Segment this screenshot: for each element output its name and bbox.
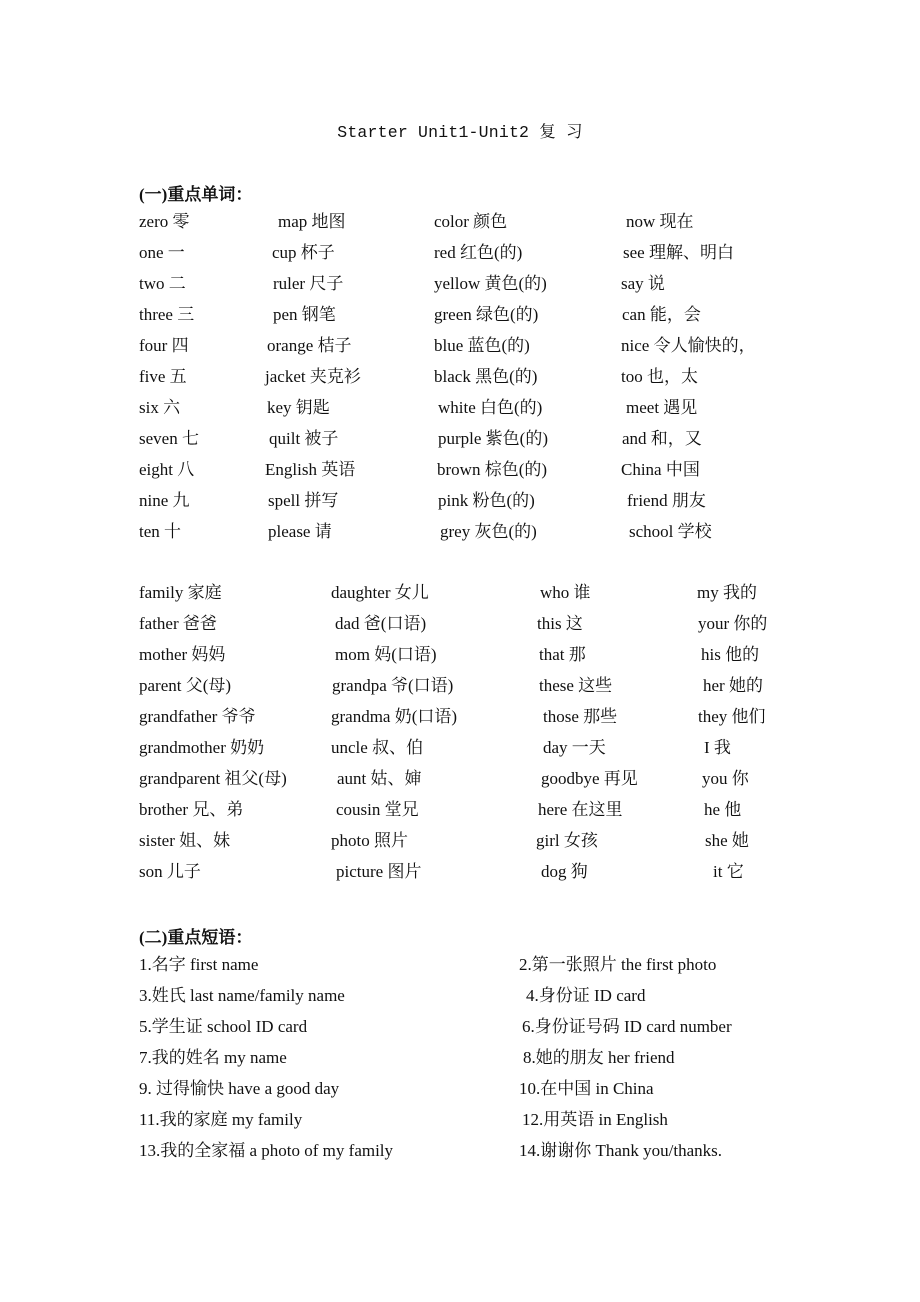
family-word-col3-item: who 谁: [540, 583, 591, 602]
phrase-item: 10.在中国 in China: [519, 1079, 654, 1098]
family-word-col1-item: father 爸爸: [139, 614, 217, 633]
family-word-col4-item: they 他们: [698, 707, 766, 726]
word-col4-item: too 也，太: [621, 367, 698, 386]
phrase-item: 1.名字 first name: [139, 955, 259, 974]
word-col4-item: nice 令人愉快的，: [621, 336, 756, 355]
word-col1-item: nine 九: [139, 491, 190, 510]
word-col2-item: map 地图: [278, 212, 346, 231]
family-word-col4-item: I 我: [704, 738, 731, 757]
family-word-col3-item: here 在这里: [538, 800, 623, 819]
word-col4-item: school 学校: [629, 522, 712, 541]
phrase-item: 5.学生证 school ID card: [139, 1017, 308, 1036]
family-word-col4-item: your 你的: [698, 614, 768, 633]
family-word-col2-item: aunt 姑、婶: [337, 769, 422, 788]
family-word-col4-item: you 你: [702, 769, 749, 788]
family-word-col4-item: she 她: [705, 831, 749, 850]
word-col2-item: spell 拼写: [268, 491, 339, 510]
word-col4-item: friend 朋友: [627, 491, 706, 510]
word-col2-item: orange 桔子: [267, 336, 352, 355]
phrase-item: 4.身份证 ID card: [526, 986, 646, 1005]
word-col2-item: key 钥匙: [267, 398, 330, 417]
family-word-col1-item: son 儿子: [139, 862, 201, 881]
family-word-col4-item: her 她的: [703, 676, 763, 695]
word-col1-item: four 四: [139, 336, 189, 355]
phrase-item: 8.她的朋友 her friend: [523, 1048, 675, 1067]
word-col4-item: say 说: [621, 274, 665, 293]
family-word-col3-item: those 那些: [543, 707, 618, 726]
word-col3-item: grey 灰色(的): [440, 522, 537, 541]
word-col1-item: eight 八: [139, 460, 195, 479]
page-title: Starter Unit1-Unit2 复 习: [337, 123, 583, 142]
family-word-col1-item: brother 兄、弟: [139, 800, 244, 819]
word-col1-item: ten 十: [139, 522, 182, 541]
word-col4-item: China 中国: [621, 460, 700, 479]
family-word-col2-item: daughter 女儿: [331, 583, 429, 602]
family-word-col4-item: his 他的: [701, 645, 760, 664]
section-heading-words: (一)重点单词：: [139, 185, 253, 204]
word-col3-item: red 红色(的): [434, 243, 523, 262]
word-col3-item: black 黑色(的): [434, 367, 538, 386]
section-heading-phrases: (二)重点短语：: [139, 928, 253, 947]
family-word-col2-item: dad 爸(口语): [335, 614, 427, 633]
family-word-col2-item: mom 妈(口语): [335, 645, 437, 664]
word-col3-item: green 绿色(的): [434, 305, 539, 324]
phrase-item: 11.我的家庭 my family: [139, 1110, 303, 1129]
family-word-col2-item: grandma 奶(口语): [331, 707, 458, 726]
family-word-col3-item: girl 女孩: [536, 831, 598, 850]
word-col2-item: cup 杯子: [272, 243, 335, 262]
family-word-col3-item: goodbye 再见: [541, 769, 638, 788]
word-col3-item: yellow 黄色(的): [434, 274, 547, 293]
family-word-col1-item: grandparent 祖父(母): [139, 769, 287, 788]
word-col3-item: pink 粉色(的): [438, 491, 535, 510]
word-col4-item: can 能，会: [622, 305, 701, 324]
word-col2-item: ruler 尺子: [273, 274, 344, 293]
word-col4-item: see 理解、明白: [623, 243, 734, 262]
word-col1-item: three 三: [139, 305, 195, 324]
family-word-col4-item: it 它: [713, 862, 744, 881]
word-col3-item: blue 蓝色(的): [434, 336, 530, 355]
phrase-item: 2.第一张照片 the first photo: [519, 955, 717, 974]
family-word-col1-item: parent 父(母): [139, 676, 232, 695]
word-col2-item: pen 钢笔: [273, 305, 336, 324]
phrase-item: 12.用英语 in English: [522, 1110, 668, 1129]
family-word-col4-item: my 我的: [697, 583, 757, 602]
phrase-item: 14.谢谢你 Thank you/thanks.: [519, 1141, 723, 1160]
family-word-col3-item: that 那: [539, 645, 586, 664]
word-col2-item: jacket 夹克衫: [265, 367, 361, 386]
phrase-item: 13.我的全家福 a photo of my family: [139, 1141, 394, 1160]
word-col1-item: two 二: [139, 274, 186, 293]
family-word-col3-item: these 这些: [539, 676, 613, 695]
word-col2-item: please 请: [268, 522, 332, 541]
family-word-col3-item: dog 狗: [541, 862, 588, 881]
family-word-col1-item: grandfather 爷爷: [139, 707, 256, 726]
phrase-item: 7.我的姓名 my name: [139, 1048, 287, 1067]
family-word-col2-item: picture 图片: [336, 862, 422, 881]
family-word-col1-item: family 家庭: [139, 583, 222, 602]
word-col1-item: zero 零: [139, 212, 190, 231]
word-col3-item: color 颜色: [434, 212, 508, 231]
word-col1-item: seven 七: [139, 429, 199, 448]
word-col4-item: and 和，又: [622, 429, 702, 448]
family-word-col2-item: grandpa 爷(口语): [332, 676, 454, 695]
family-word-col3-item: day 一天: [543, 738, 606, 757]
phrase-item: 9. 过得愉快 have a good day: [139, 1079, 340, 1098]
word-col1-item: one 一: [139, 243, 185, 262]
family-word-col1-item: grandmother 奶奶: [139, 738, 265, 757]
family-word-col1-item: sister 姐、妹: [139, 831, 231, 850]
word-col3-item: brown 棕色(的): [437, 460, 548, 479]
word-col4-item: now 现在: [626, 212, 694, 231]
word-col3-item: purple 紫色(的): [438, 429, 549, 448]
family-word-col2-item: uncle 叔、伯: [331, 738, 424, 757]
word-col1-item: six 六: [139, 398, 181, 417]
phrase-item: 3.姓氏 last name/family name: [139, 986, 345, 1005]
word-col1-item: five 五: [139, 367, 187, 386]
family-word-col2-item: cousin 堂兄: [336, 800, 419, 819]
family-word-col4-item: he 他: [704, 800, 742, 819]
word-col4-item: meet 遇见: [626, 398, 698, 417]
family-word-col2-item: photo 照片: [331, 831, 408, 850]
family-word-col3-item: this 这: [537, 614, 583, 633]
word-col2-item: quilt 被子: [269, 429, 339, 448]
family-word-col1-item: mother 妈妈: [139, 645, 226, 664]
word-col2-item: English 英语: [265, 460, 356, 479]
word-col3-item: white 白色(的): [438, 398, 543, 417]
phrase-item: 6.身份证号码 ID card number: [522, 1017, 732, 1036]
